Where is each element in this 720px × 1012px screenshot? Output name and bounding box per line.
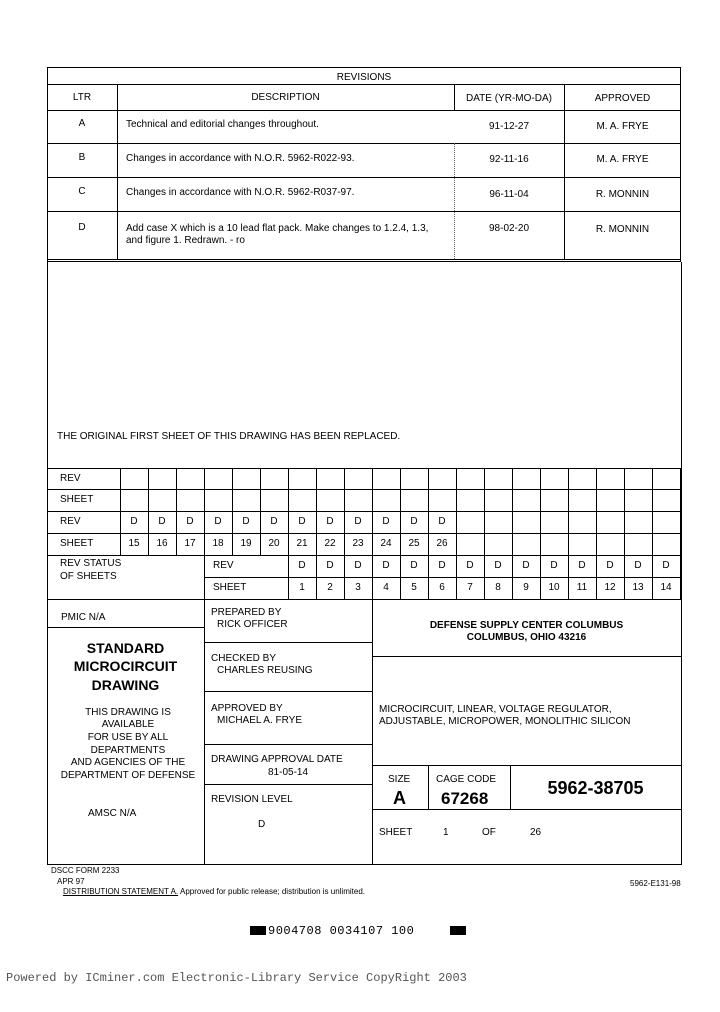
sheet-cell: 10: [548, 582, 560, 593]
rev-cell: D: [382, 516, 390, 527]
rev-status-label: OF SHEETS: [60, 571, 117, 582]
rev-row-approved: M. A. FRYE: [596, 154, 649, 165]
prepared-label: PREPARED BY: [211, 607, 282, 618]
sheet-cell: 20: [268, 538, 280, 549]
rev-cell: D: [158, 516, 166, 527]
rev-cell: D: [466, 560, 474, 571]
size-label: SIZE: [388, 774, 411, 785]
agency-line-2: COLUMBUS, OHIO 43216: [466, 632, 587, 643]
rev-row-ltr: B: [78, 152, 86, 163]
approved-header: APPROVED: [594, 93, 651, 104]
rev-cell: D: [606, 560, 614, 571]
rev-cell: D: [382, 560, 390, 571]
sheet-cell: 22: [324, 538, 336, 549]
sheet-label: SHEET: [213, 582, 247, 593]
rev-cell: D: [298, 560, 306, 571]
sheet-cell: 13: [632, 582, 644, 593]
rev-row-date: 91-12-27: [488, 121, 530, 132]
title-line-2: ADJUSTABLE, MICROPOWER, MONOLITHIC SILICON: [379, 716, 631, 727]
rev-row-approved: R. MONNIN: [595, 224, 650, 235]
availability-line: DEPARTMENT OF DEFENSE: [60, 770, 196, 781]
rev-cell: D: [354, 560, 362, 571]
rev-cell: D: [354, 516, 362, 527]
rev-row-ltr: D: [78, 222, 86, 233]
sheet-cell: 14: [660, 582, 672, 593]
rev-row-desc: Changes in accordance with N.O.R. 5962-R037-97.: [126, 187, 355, 198]
sheet-cell: 4: [383, 582, 389, 593]
rev-cell: D: [662, 560, 670, 571]
sheet-cell: 12: [604, 582, 616, 593]
barcode-block-left: [250, 926, 266, 935]
title-line-1: MICROCIRCUIT, LINEAR, VOLTAGE REGULATOR,: [379, 704, 612, 715]
checked-label: CHECKED BY: [211, 653, 277, 664]
rev-cell: D: [326, 516, 334, 527]
sheet-cell: 3: [355, 582, 361, 593]
watermark-text: Powered by ICminer.com Electronic-Library Service CopyRight 2003: [6, 971, 467, 985]
distribution-label: DISTRIBUTION STATEMENT A.: [63, 887, 179, 896]
revision-level-label: REVISION LEVEL: [211, 794, 293, 805]
smd-title-1: STANDARD: [86, 640, 165, 656]
sheet-cell: 25: [408, 538, 420, 549]
availability-line: AVAILABLE: [101, 719, 155, 730]
document-code: 5962-E131-98: [630, 879, 681, 888]
sheet-cell: 24: [380, 538, 392, 549]
sheet-cell: 15: [128, 538, 140, 549]
sheet-cell: 5: [411, 582, 417, 593]
sheet-number: 1: [443, 827, 449, 838]
rev-cell: D: [242, 516, 250, 527]
rev-cell: D: [410, 516, 418, 527]
smd-title-2: MICROCIRCUIT: [73, 658, 178, 674]
sheet-label: SHEET: [379, 827, 413, 838]
sheet-cell: 11: [576, 582, 588, 593]
barcode-block-right: [450, 926, 466, 935]
rev-cell: D: [494, 560, 502, 571]
rev-label: REV: [60, 473, 81, 484]
rev-cell: D: [410, 560, 418, 571]
rev-cell: D: [550, 560, 558, 571]
rev-label: REV: [213, 560, 234, 571]
rev-cell: D: [270, 516, 278, 527]
ltr-header: LTR: [72, 92, 92, 103]
rev-cell: D: [298, 516, 306, 527]
cage-value: 67268: [441, 789, 489, 808]
availability-line: THIS DRAWING IS: [85, 707, 171, 718]
rev-cell: D: [186, 516, 194, 527]
rev-cell: D: [522, 560, 530, 571]
sheet-total: 26: [530, 827, 542, 838]
rev-cell: D: [578, 560, 586, 571]
sheet-of: OF: [482, 827, 496, 838]
form-number: DSCC FORM 2233: [51, 866, 120, 875]
barcode-number: 9004708 0034107 100: [268, 924, 415, 938]
sheet-cell: 26: [436, 538, 448, 549]
rev-cell: D: [438, 560, 446, 571]
sheet-cell: 17: [184, 538, 196, 549]
sheet-cell: 8: [495, 582, 501, 593]
approval-date-value: 81-05-14: [268, 767, 309, 778]
approved-label: APPROVED BY: [211, 703, 283, 714]
availability-line: FOR USE BY ALL: [87, 732, 169, 743]
revisions-title: REVISIONS: [336, 72, 392, 83]
sheet-cell: 21: [296, 538, 308, 549]
rev-row-date: 98-02-20: [488, 223, 530, 234]
rev-row-approved: R. MONNIN: [595, 189, 650, 200]
date-header: DATE (YR-MO-DA): [466, 93, 552, 104]
rev-row-date: 96-11-04: [489, 189, 529, 200]
checked-name: CHARLES REUSING: [217, 665, 313, 676]
sheet-cell: 9: [523, 582, 529, 593]
rev-cell: D: [130, 516, 138, 527]
pmic-label: PMIC N/A: [61, 612, 106, 623]
cage-label: CAGE CODE: [436, 774, 497, 785]
replaced-note: THE ORIGINAL FIRST SHEET OF THIS DRAWING HAS BEEN REPLACED.: [57, 431, 401, 442]
rev-label: REV: [60, 516, 81, 527]
sheet-cell: 7: [467, 582, 473, 593]
document-number: 5962-38705: [547, 778, 644, 798]
rev-row-desc: Technical and editorial changes throughout.: [126, 119, 319, 130]
rev-status-label: REV STATUS: [60, 558, 122, 569]
rev-row-ltr: A: [78, 118, 86, 129]
rev-row-date: 92-11-16: [489, 154, 529, 165]
sheet-cell: 2: [327, 582, 333, 593]
sheet-cell: 19: [240, 538, 252, 549]
size-value: A: [393, 788, 406, 808]
approval-date-label: DRAWING APPROVAL DATE: [211, 754, 343, 765]
sheet-cell: 1: [299, 582, 305, 593]
form-date: APR 97: [57, 877, 85, 886]
sheet-label: SHEET: [60, 538, 94, 549]
rev-row-desc: Changes in accordance with N.O.R. 5962-R022-93.: [126, 153, 355, 164]
rev-cell: D: [634, 560, 642, 571]
availability-line: DEPARTMENTS: [90, 745, 166, 756]
sheet-cell: 23: [352, 538, 364, 549]
rev-row-desc-cont: and figure 1. Redrawn. - ro: [126, 235, 245, 246]
rev-row-approved: M. A. FRYE: [596, 121, 649, 132]
revision-level-value: D: [258, 819, 266, 830]
amsc-label: AMSC N/A: [88, 808, 137, 819]
sheet-cell: 18: [212, 538, 224, 549]
sheet-label: SHEET: [60, 494, 94, 505]
distribution-text: Approved for public release; distribution is unlimited.: [180, 887, 365, 896]
rev-cell: D: [438, 516, 446, 527]
sheet-cell: 6: [439, 582, 445, 593]
sheet-cell: 16: [156, 538, 168, 549]
rev-cell: D: [214, 516, 222, 527]
rev-cell: D: [326, 560, 334, 571]
agency-line-1: DEFENSE SUPPLY CENTER COLUMBUS: [429, 620, 624, 631]
rev-row-desc: Add case X which is a 10 lead flat pack. Make changes to 1.2.4, 1.3,: [126, 223, 429, 234]
prepared-name: RICK OFFICER: [217, 619, 288, 630]
availability-line: AND AGENCIES OF THE: [70, 757, 186, 768]
description-header: DESCRIPTION: [251, 92, 320, 103]
smd-title-3: DRAWING: [91, 677, 160, 693]
approved-name: MICHAEL A. FRYE: [217, 715, 303, 726]
rev-row-ltr: C: [78, 186, 86, 197]
